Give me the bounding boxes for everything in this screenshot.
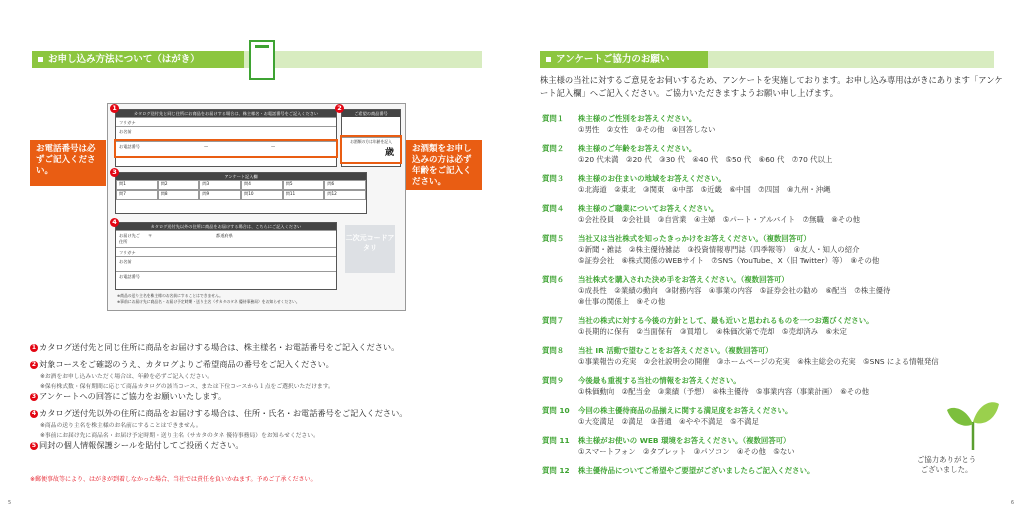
survey-grid-cell: 問2 [158, 180, 200, 190]
question-text: 株主様がお使いの WEB 環境をお答えください。（複数回答可） [578, 436, 791, 445]
left-section-header: お申し込み方法について（はがき） [32, 51, 244, 68]
survey-grid-cell: 問6 [324, 180, 366, 190]
survey-question [542, 315, 873, 337]
question-text: 株主優待品についてご希望やご要望がございましたらご記入ください。 [578, 466, 815, 475]
question-label: 質問１ [542, 114, 565, 123]
form-note-2: ※事前にお届け先に商品名・お届け予定時期・送り主名（サカタのタネ 優待事務局）をお知らせください。 [117, 299, 300, 304]
sprout-icon [945, 396, 1001, 452]
question-label: 質問 11 [542, 436, 570, 445]
step-2-marker: 2 [335, 104, 344, 113]
survey-grid-cell: 問7 [116, 190, 158, 200]
question-label: 質問３ [542, 174, 565, 183]
phone-callout: お電話番号は必ずご記入ください。 [30, 140, 106, 186]
header-square-icon [38, 57, 43, 62]
instruction-text: 同封の個人情報保護シールを貼付してご投函ください。 [39, 440, 244, 450]
question-options: ①20 代未満 ②20 代 ③30 代 ④40 代 ⑤50 代 ⑥60 代 ⑦70 代以上 [578, 155, 833, 164]
step-1-marker: 1 [110, 104, 119, 113]
survey-grid-cell: 問12 [324, 190, 366, 200]
survey-question [542, 203, 860, 225]
question-text: 当社又は当社株式を知ったきっかけをお答えください。（複数回答可） [578, 234, 811, 243]
survey-question [542, 173, 831, 195]
question-options: ①男性 ②女性 ③その他 ④回答しない [578, 125, 716, 134]
age-callout: お酒類をお申し込みの方は必ず年齢をご記入ください。 [406, 140, 482, 190]
step-4-marker: 4 [110, 218, 119, 227]
right-section-header: アンケートご協力のお願い [540, 51, 708, 68]
question-label: 質問 10 [542, 406, 570, 415]
question-label: 質問７ [542, 316, 565, 325]
survey-grid-cell: 問1 [116, 180, 158, 190]
instruction-number: 1 [31, 344, 37, 351]
question-label: 質問２ [542, 144, 565, 153]
instruction-text: ※保有株式数・保有期間に応じて商品カタログの該当コース、または下位コースから１点をご選択いただけます。 [40, 384, 334, 390]
instruction-text: ※事前にお届け先に商品名・お届け予定時期・送り主名（サカタのタネ 優待事務局）をお知らせください。 [40, 433, 319, 439]
header-square-icon [546, 57, 551, 62]
question-text: 当社の株式に対する今後の方針として、最も近いと思われるものを一つお選びください。 [578, 316, 874, 325]
survey-grid [116, 180, 366, 200]
survey-grid-cell: 問4 [241, 180, 283, 190]
question-options: ①株価動向 ②配当金 ③業績（予想） ④株主優待 ⑤事業内容（事業計画） ⑥その他 [578, 387, 870, 396]
survey-question [542, 233, 879, 266]
right-header-bar [708, 51, 994, 68]
survey-question [542, 405, 792, 427]
instruction-item [30, 359, 334, 370]
survey-grid-cell: 問9 [199, 190, 241, 200]
right-page [512, 0, 1024, 512]
instruction-text: 対象コースをご確認のうえ、カタログよりご希望商品の番号をご記入ください。 [39, 359, 334, 369]
instruction-text: カタログ送付先と同じ住所に商品をお届けする場合は、株主様名・お電話番号をご記入ください。 [39, 342, 400, 352]
survey-question [542, 113, 715, 135]
left-header-bar [244, 51, 482, 68]
form-section-2: ご希望の商品番号 お酒類の方は年齢を記入 歳 [341, 109, 401, 167]
question-options: ⑤証券会社 ⑥株式関係のWEBサイト ⑦SNS（YouTube、X（旧 Twitter）等） ⑧その他 [578, 256, 880, 265]
survey-grid-cell: 問10 [241, 190, 283, 200]
instruction-item [30, 391, 226, 402]
survey-question [542, 375, 869, 397]
question-text: 株主様のお住まいの地域をお答えください。 [578, 174, 726, 183]
page-number-right: 6 [1010, 500, 1014, 506]
question-text: 株主様のご職業についてお答えください。 [578, 204, 719, 213]
instruction-item [40, 420, 202, 429]
instruction-item [30, 440, 244, 451]
question-label: 質問 12 [542, 466, 570, 475]
question-options: ①成長性 ②業績の動向 ③財務内容 ④事業の内容 ⑤証券会社の勧め ⑥配当 ⑦株主優待 [578, 286, 891, 295]
question-label: 質問８ [542, 346, 565, 355]
question-label: 質問４ [542, 204, 565, 213]
step-3-marker: 3 [110, 168, 119, 177]
page-number-left: 5 [8, 500, 12, 506]
form-section-1: カタログ送付先と同じ住所にお商品をお届けする場合は、株主様名・お電話番号をご記入ください フリガナ お名前 お電話番号 — — [115, 109, 337, 167]
question-options: ①事業報告の充実 ②会社説明会の開催 ③ホームページの充実 ④株主総会の充実 ⑤SNS による情報発信 [578, 357, 939, 366]
survey-question [542, 465, 814, 476]
instruction-number: 2 [31, 361, 37, 368]
instruction-text: アンケートへの回答にご協力をお願いいたします。 [39, 391, 227, 401]
survey-question [542, 143, 832, 165]
question-options: ①大変満足 ②満足 ③普通 ④やや不満足 ⑤不満足 [578, 417, 759, 426]
question-text: 株主様のご年齢をお答えください。 [578, 144, 697, 153]
question-text: 今後最も重視する当社の情報をお答えください。 [578, 376, 741, 385]
survey-grid-cell: 問8 [158, 190, 200, 200]
postcard-form [107, 103, 406, 311]
question-options: ①新聞・雑誌 ②株主優待雑誌 ③投資情報専門誌（四季報等） ④友人・知人の紹介 [578, 245, 860, 254]
question-options: ⑧仕事の関係上 ⑨その他 [578, 297, 666, 306]
postcard-icon [249, 40, 275, 80]
survey-intro: 株主様の当社に対するご意見をお伺いするため、アンケートを実施しております。お申し込み専用はがきにあります「アンケート記入欄」へご記入ください。ご協力いただきますようお願い申し上げます。 [540, 75, 1003, 98]
question-label: 質問５ [542, 234, 565, 243]
instruction-number: 5 [31, 442, 37, 449]
survey-grid-cell: 問11 [283, 190, 325, 200]
instruction-text: ※お酒をお申し込みいただく場合は、年齢を必ずご記入ください。 [40, 374, 213, 380]
instruction-item [40, 371, 213, 380]
question-text: 株主様のご性別をお答えください。 [578, 114, 697, 123]
question-options: ①長期的に保有 ②当面保有 ③買増し ④株価次第で売却 ⑤売却済み ⑥未定 [578, 327, 847, 336]
question-options: ①会社役員 ②会社員 ③自営業 ④主婦 ⑤パート・アルバイト ⑦無職 ⑧その他 [578, 215, 861, 224]
instruction-item [40, 381, 334, 390]
form-section-3: アンケート記入欄 問1 問2 問3 問4 問5 問6 問7 問8 問9 問10 問11 問12 [115, 172, 367, 214]
survey-question [542, 274, 890, 307]
instruction-number: 3 [31, 393, 37, 400]
thanks-message: ご協力ありがとう ございました。 [917, 455, 977, 474]
question-text: 今回の株主優待商品の品揃えに関する満足度をお答えください。 [578, 406, 793, 415]
survey-question [542, 435, 795, 457]
instruction-item [40, 430, 319, 439]
question-text: 当社株式を購入された決め手をお答えください。（複数回答可） [578, 275, 789, 284]
form-note-1: ※商品の送り主名を株主様のお名前にすることはできません。 [117, 293, 223, 298]
question-label: 質問６ [542, 275, 565, 284]
instruction-item [30, 342, 399, 353]
instruction-text: カタログ送付先以外の住所に商品をお届けする場合は、住所・氏名・お電話番号をご記入ください。 [39, 408, 408, 418]
question-text: 当社 IR 活動で望むことをお答えください。（複数回答可） [578, 346, 773, 355]
instruction-item [30, 408, 407, 419]
question-options: ①スマートフォン ②タブレット ③パソコン ④その他 ⑤ない [578, 447, 795, 456]
question-options: ①北海道 ②東北 ③関東 ④中部 ⑤近畿 ⑥中国 ⑦四国 ⑧九州・沖縄 [578, 185, 831, 194]
postal-warning: ※郵便事故等により、はがきが到着しなかった場合、当社では責任を負いかねます。予めご了承ください。 [30, 476, 317, 483]
instruction-text: ※商品の送り主名を株主様のお名前にすることはできません。 [40, 423, 202, 429]
form-section-4: カタログ送付先以外の住所に商品をお届けする場合は、こちらにご記入ください お届け先ご住所 〒 都道府県 フリガナ お名前 お電話番号 [115, 222, 337, 290]
question-label: 質問９ [542, 376, 565, 385]
survey-grid-cell: 問3 [199, 180, 241, 190]
survey-grid-cell: 問5 [283, 180, 325, 190]
qr-placeholder: 二次元コードアタリ [345, 225, 395, 273]
instruction-number: 4 [31, 410, 37, 417]
survey-question [542, 345, 939, 367]
